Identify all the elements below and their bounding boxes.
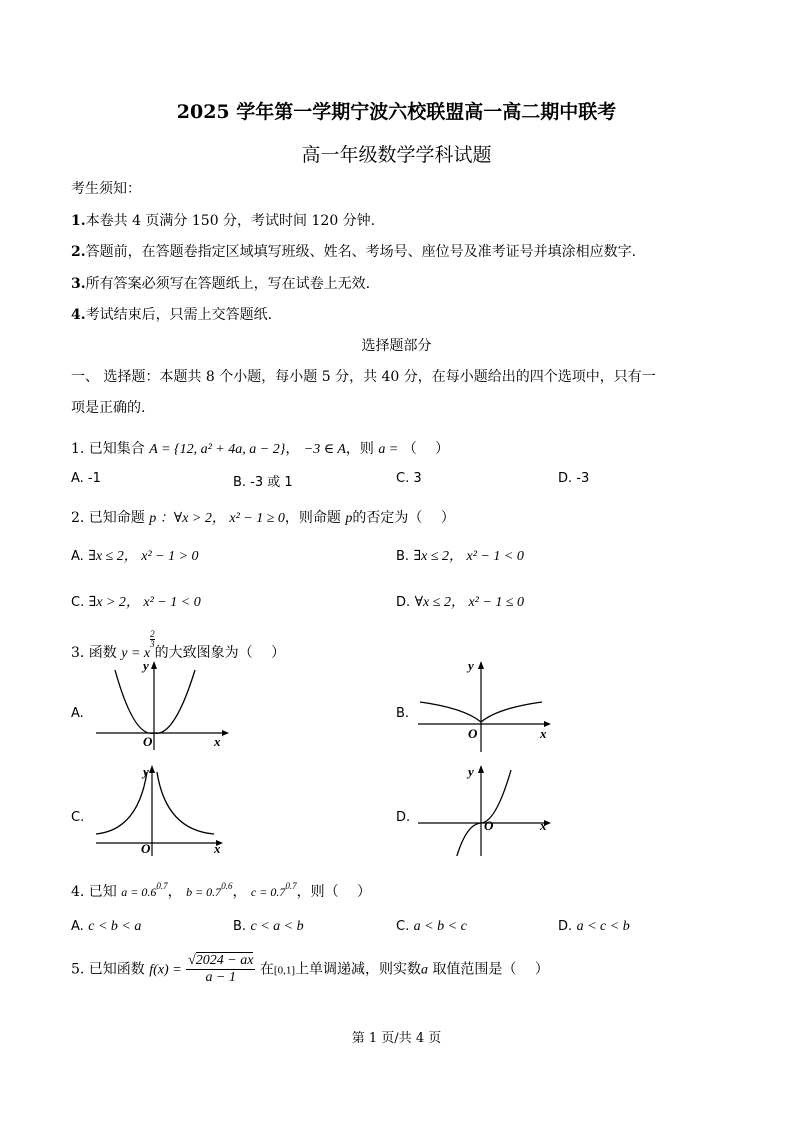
section-heading: 选择题部分 (361, 338, 432, 354)
q4-option-c (396, 918, 467, 935)
y-axis-arrow-icon (478, 765, 484, 773)
axis-x-label: x (540, 818, 547, 833)
y-axis-arrow-icon (151, 661, 157, 669)
q4-option-math: a < b < c (413, 919, 467, 934)
y-axis-arrow-icon (478, 661, 484, 669)
section-instruction-line2: 项是正确的. (71, 400, 146, 416)
axis-y-label: y (468, 658, 474, 673)
q5-numerator-text: 2024 − ax (195, 953, 254, 968)
q1-prefix: 1. 已知集合 (71, 441, 145, 457)
notice-item-text: 答题前，在答题卷指定区域填写班级、姓名、考场号、座位号及准考证号并填涂相应数字. (85, 244, 637, 260)
q2-option-label: D. (396, 595, 411, 610)
q4-b (186, 881, 233, 899)
q4-then: ，则（ ） (296, 884, 372, 900)
notice-item-text: 本卷共 4 页满分 150 分，考试时间 120 分钟. (85, 213, 376, 229)
q4-option-b (233, 918, 304, 935)
q1-ask: a = (378, 442, 399, 457)
q4-a (121, 881, 168, 899)
q1-set: A = {12, a² + 4a, a − 2} (149, 442, 286, 457)
origin-label: O (468, 726, 478, 741)
question-3 (71, 630, 285, 662)
origin-label: O (141, 841, 151, 856)
q2-suffix: ，则命题 (284, 510, 341, 526)
q2-prefix: 2. 已知命题 (71, 510, 145, 526)
q1-condition: −3 ∈ A (303, 442, 346, 457)
q2-option-math: ∃x ≤ 2， x² − 1 < 0 (413, 549, 524, 564)
q3-graph-a (90, 660, 230, 752)
x-axis-arrow-icon (222, 730, 229, 736)
notice-item-text: 考试结束后，只需上交答题纸. (85, 307, 273, 323)
q5-var: a (420, 962, 428, 978)
q3-prefix: 3. 函数 (71, 645, 117, 661)
q1-option-c: C. 3 (396, 471, 422, 486)
q2-tail: 的否定为（ ） (352, 510, 455, 526)
q1-then: ，则 (345, 441, 374, 457)
q3-graph-b (414, 660, 554, 752)
curve-left-branch (96, 772, 147, 834)
q3-exp-num: 2 (150, 629, 155, 639)
q4-option-math: c < a < b (250, 919, 304, 934)
q1-option-d: D. -3 (558, 471, 590, 486)
exam-title: 2025 学年第一学期宁波六校联盟高一高二期中联考 (176, 101, 617, 123)
q4-b-exp: 0.6 (221, 881, 233, 891)
notice-item-num: 2. (71, 244, 86, 260)
q2-option-label: B. (396, 549, 410, 564)
notice-item-2 (71, 241, 636, 261)
page-footer: 第 1 页/共 4 页 (351, 1031, 442, 1046)
q3-option-a-label: A. (71, 706, 84, 721)
curve-parabola (115, 670, 195, 733)
q4-option-label: B. (233, 919, 247, 934)
q4-b-base: b = 0.7 (186, 885, 222, 899)
q3-suffix: 的大致图象为（ ） (154, 645, 286, 661)
notice-item-num: 3. (71, 276, 86, 292)
q1-option-a: A. -1 (71, 471, 101, 486)
q4-option-d (558, 918, 630, 935)
q2-option-a (71, 545, 199, 565)
origin-label: O (484, 818, 494, 833)
q4-option-math: c < b < a (88, 919, 142, 934)
axis-y-label: y (468, 764, 474, 779)
axis-x-label: x (214, 841, 221, 856)
q2-p: p (345, 511, 353, 526)
notice-item-3 (71, 273, 370, 293)
q2-option-math: ∀x ≤ 2， x² − 1 ≤ 0 (414, 595, 524, 610)
q4-c-base: c = 0.7 (250, 885, 286, 899)
q2-option-label: A. (71, 549, 84, 564)
q3-function-base: y = x (121, 646, 151, 661)
q3-option-d-label: D. (396, 810, 411, 825)
exam-subtitle: 高一年级数学学科试题 (301, 144, 492, 166)
q4-option-label: A. (71, 919, 84, 934)
q1-option-b: B. -3 或 1 (233, 475, 293, 490)
q2-option-b (396, 545, 524, 565)
origin-label: O (143, 734, 153, 749)
q5-interval: [0,1] (273, 964, 295, 977)
q3-function (121, 629, 155, 661)
q3-option-b-label: B. (396, 706, 410, 721)
notice-item-text: 所有答案必须写在答题纸上，写在试卷上无效. (85, 276, 371, 292)
q1-sep: ， (285, 441, 300, 457)
q4-option-math: a < c < b (576, 919, 630, 934)
q2-option-label: C. (71, 595, 85, 610)
q2-option-math: ∃x ≤ 2， x² − 1 > 0 (88, 549, 199, 564)
question-2 (71, 507, 455, 527)
q2-proposition: p ：∀x > 2， x² − 1 ≥ 0 (149, 511, 285, 526)
q4-option-a (71, 918, 141, 935)
q3-option-c-label: C. (71, 810, 85, 825)
axis-y-label: y (143, 764, 149, 779)
q2-option-math: ∃x > 2， x² − 1 < 0 (88, 595, 201, 610)
question-1 (71, 438, 449, 458)
q4-prefix: 4. 已知 (71, 884, 117, 900)
curve-right-branch (157, 772, 214, 834)
q5-mid: 在 (259, 961, 274, 978)
q3-graph-d (414, 764, 554, 856)
axis-x-label: x (540, 726, 547, 741)
sqrt-icon: √ (188, 953, 196, 968)
q2-option-d (396, 591, 524, 611)
notice-heading: 考生须知： (71, 181, 141, 197)
question-5 (71, 953, 549, 986)
q4-c-exp: 0.7 (285, 881, 297, 891)
q5-tail: 取值范围是（ ） (432, 961, 549, 978)
q4-sep: ， (232, 884, 247, 900)
notice-item-4 (71, 304, 272, 324)
axis-y-label: y (143, 658, 149, 673)
notice-item-num: 1. (71, 213, 86, 229)
q4-sep: ， (167, 884, 182, 900)
section-instruction-line1: 一、 选择题：本题共 8 个小题，每小题 5 分，共 40 分，在每小题给出的四个选项中，只有一 (71, 369, 656, 385)
question-4 (71, 881, 371, 901)
q5-denominator: a − 1 (205, 970, 236, 985)
axis-x-label: x (214, 734, 221, 749)
q3-exp-den: 3 (150, 639, 155, 649)
q4-a-base: a = 0.6 (121, 885, 157, 899)
q4-option-label: D. (558, 919, 573, 934)
q5-mid2: 上单调递减，则实数 (294, 961, 421, 978)
q4-a-exp: 0.7 (156, 881, 168, 891)
q5-numerator (186, 953, 255, 970)
y-axis-arrow-icon (149, 765, 155, 773)
notice-item-num: 4. (71, 307, 86, 323)
q5-f: f(x) = (149, 962, 182, 978)
q4-c (250, 881, 297, 899)
q4-option-label: C. (396, 919, 410, 934)
q5-fraction (186, 953, 255, 986)
q5-prefix: 5. 已知函数 (71, 961, 145, 978)
q3-graph-c (90, 764, 230, 856)
curve-cubic (456, 770, 511, 856)
q2-option-c (71, 591, 201, 611)
q1-paren: （ ） (402, 441, 450, 457)
notice-item-1 (71, 210, 375, 230)
